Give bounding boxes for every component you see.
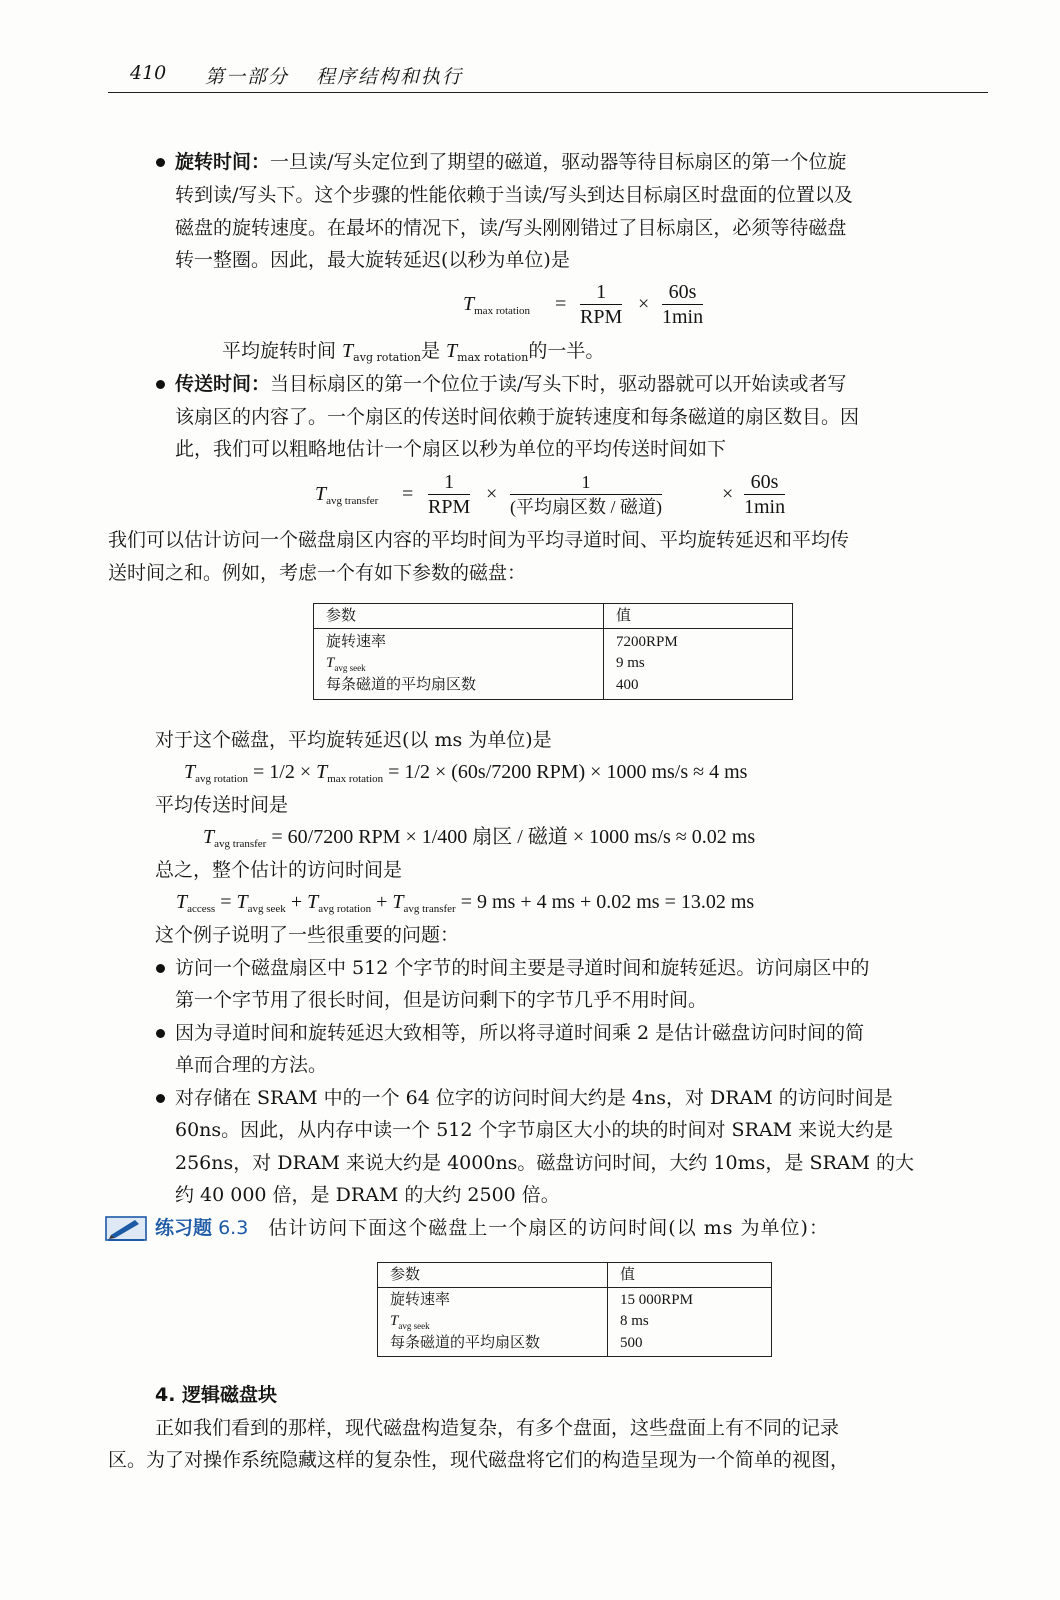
- table1-header-value: 值: [604, 604, 793, 629]
- table1-header-param: 参数: [314, 604, 604, 629]
- table1-param-sectors: 每条磁道的平均扇区数: [314, 675, 604, 700]
- table1-value-sectors: 400: [604, 675, 793, 700]
- section-4-title: 4. 逻辑磁盘块: [155, 1384, 278, 1406]
- transfer-line-1: [175, 372, 846, 396]
- table2-value-rotation: 15 000RPM: [608, 1288, 772, 1312]
- table2-value-seek: 8 ms: [608, 1311, 772, 1333]
- bullet-transfer: [156, 380, 165, 389]
- rotation-title: 旋转时间：: [175, 151, 271, 173]
- rotation-line-1: [175, 150, 846, 174]
- page-number: 410: [130, 62, 167, 84]
- fraction-transfer-1-over-rpm: 1 RPM: [428, 471, 471, 518]
- formula-times: ×: [638, 293, 650, 315]
- exercise-text: 估计访问下面这个磁盘上一个扇区的访问时间(以 ms 为单位)：: [268, 1217, 829, 1239]
- table2-param-sectors: 每条磁道的平均扇区数: [378, 1333, 608, 1357]
- point-3-line-1: 对存储在 SRAM 中的一个 64 位字的访问时间大约是 4ns，对 DRAM 的访问时间是: [175, 1087, 893, 1109]
- point-3-line-4: 约 40 000 倍，是 DRAM 的大约 2500 倍。: [175, 1184, 560, 1206]
- formula-max-rotation-lhs: $T_{max rotation}$: [463, 293, 531, 317]
- formula-transfer-eq: =: [402, 483, 414, 505]
- exercise-label: 练习题: [155, 1217, 213, 1239]
- bullet-point-2: [156, 1029, 165, 1038]
- table2-value-sectors: 500: [608, 1333, 772, 1357]
- rotation-line-4: 转一整圈。因此，最大旋转延迟(以秒为单位)是: [175, 249, 570, 271]
- calc-eq-rotation: $T_{avg rotation} = 1/2 \times T_{max rotation} = 1/2 \times (60s/7200$ RPM) × 1000 ms/s ≈ 4 ms: [184, 761, 748, 785]
- calc-intro-transfer: 平均传送时间是: [155, 794, 289, 816]
- chapter-title: 程序结构和执行: [316, 66, 464, 88]
- point-1-line-1: 访问一个磁盘扇区中 512 个字节的时间主要是寻道时间和旋转延迟。访问扇区中的: [175, 957, 870, 979]
- rotation-text-1: 一旦读/写头定位到了期望的磁道，驱动器等待目标扇区的第一个位旋: [270, 151, 847, 173]
- calc-intro-total: 总之，整个估计的访问时间是: [155, 859, 403, 881]
- fraction-transfer-60s-over-1min: 60s 1min: [744, 471, 786, 518]
- paragraph-1-line-1: 我们可以估计访问一个磁盘扇区内容的平均时间为平均寻道时间、平均旋转延迟和平均传: [108, 529, 850, 551]
- formula-eq: =: [555, 293, 567, 315]
- exercise-pencil-icon: [105, 1214, 147, 1242]
- fraction-60s-over-1min: 60s 1min: [662, 281, 704, 328]
- point-1-line-2: 第一个字节用了很长时间，但是访问剩下的字节几乎不用时间。: [175, 989, 708, 1011]
- fraction-1-over-sectors: 1 (平均扇区数 / 磁道): [510, 472, 662, 517]
- section-4-line-1: 正如我们看到的那样，现代磁盘构造复杂，有多个盘面，这些盘面上有不同的记录: [155, 1417, 840, 1439]
- transfer-text-1: 当目标扇区的第一个位位于读/写头下时，驱动器就可以开始读或者写: [270, 373, 847, 395]
- header-rule: [108, 92, 988, 93]
- rotation-line-3: 磁盘的旋转速度。在最坏的情况下，读/写头刚刚错过了目标扇区，必须等待磁盘: [175, 217, 847, 239]
- calc-eq-transfer: $T_{avg transfer} = 60/7200$ RPM × 1/400 扇区 / 磁道 × 1000 ms/s ≈ 0.02 ms: [203, 826, 756, 850]
- table1-param-seek: $T_{avg seek}$: [314, 653, 604, 675]
- transfer-line-3: 此，我们可以粗略地估计一个扇区以秒为单位的平均传送时间如下: [175, 438, 727, 460]
- table1-param-rotation: 旋转速率: [314, 629, 604, 654]
- point-2-line-1: 因为寻道时间和旋转延迟大致相等，所以将寻道时间乘 2 是估计磁盘访问时间的简: [175, 1022, 865, 1044]
- table1-value-seek: 9 ms: [604, 653, 793, 675]
- bullet-rotation: [156, 158, 165, 167]
- calc-intro-rotation: 对于这个磁盘，平均旋转延迟(以 ms 为单位)是: [155, 729, 552, 751]
- bullet-point-1: [156, 964, 165, 973]
- avg-rotation-note: 平均旋转时间 $T_{avg rotation}$是 $T_{max rotation}$的一半。: [222, 340, 605, 364]
- point-2-line-2: 单而合理的方法。: [175, 1054, 328, 1076]
- formula-transfer-times-1: ×: [486, 483, 498, 505]
- table2-header-value: 值: [608, 1263, 772, 1288]
- table2-param-rotation: 旋转速率: [378, 1288, 608, 1312]
- transfer-title: 传送时间：: [175, 373, 271, 395]
- calc-intro-points: 这个例子说明了一些很重要的问题：: [155, 924, 460, 946]
- rotation-line-2: 转到读/写头下。这个步骤的性能依赖于当读/写头到达目标扇区时盘面的位置以及: [175, 184, 853, 206]
- formula-avg-transfer-lhs: $T_{avg transfer}$: [315, 483, 379, 507]
- table1-value-rotation: 7200RPM: [604, 629, 793, 654]
- exercise-heading: [155, 1216, 829, 1240]
- formula-transfer-times-2: ×: [722, 483, 734, 505]
- part-title: 第一部分: [205, 66, 290, 88]
- calc-eq-total: $T_{access} = T_{avg seek} + T_{avg rotation} + T_{avg transfer} = 9$ ms + 4 ms + 0.02 ms = 13.02 ms: [176, 891, 755, 915]
- table2-param-seek: $T_{avg seek}$: [378, 1311, 608, 1333]
- bullet-point-3: [156, 1094, 165, 1103]
- exercise-number: 6.3: [218, 1217, 249, 1239]
- point-3-line-3: 256ns，对 DRAM 来说大约是 4000ns。磁盘访问时间，大约 10ms，是 SRAM 的大: [175, 1152, 914, 1174]
- exercise-parameter-table: [377, 1262, 772, 1357]
- section-4-line-2: 区。为了对操作系统隐藏这样的复杂性，现代磁盘将它们的构造呈现为一个简单的视图，: [108, 1449, 850, 1471]
- table2-header-param: 参数: [378, 1263, 608, 1288]
- point-3-line-2: 60ns。因此，从内存中读一个 512 个字节扇区大小的块的时间对 SRAM 来说大约是: [175, 1119, 894, 1141]
- paragraph-1-line-2: 送时间之和。例如，考虑一个有如下参数的磁盘：: [108, 562, 527, 584]
- disk-parameter-table: [313, 603, 793, 700]
- fraction-1-over-rpm: 1 RPM: [580, 281, 623, 328]
- transfer-line-2: 该扇区的内容了。一个扇区的传送时间依赖于旋转速度和每条磁道的扇区数目。因: [175, 406, 860, 428]
